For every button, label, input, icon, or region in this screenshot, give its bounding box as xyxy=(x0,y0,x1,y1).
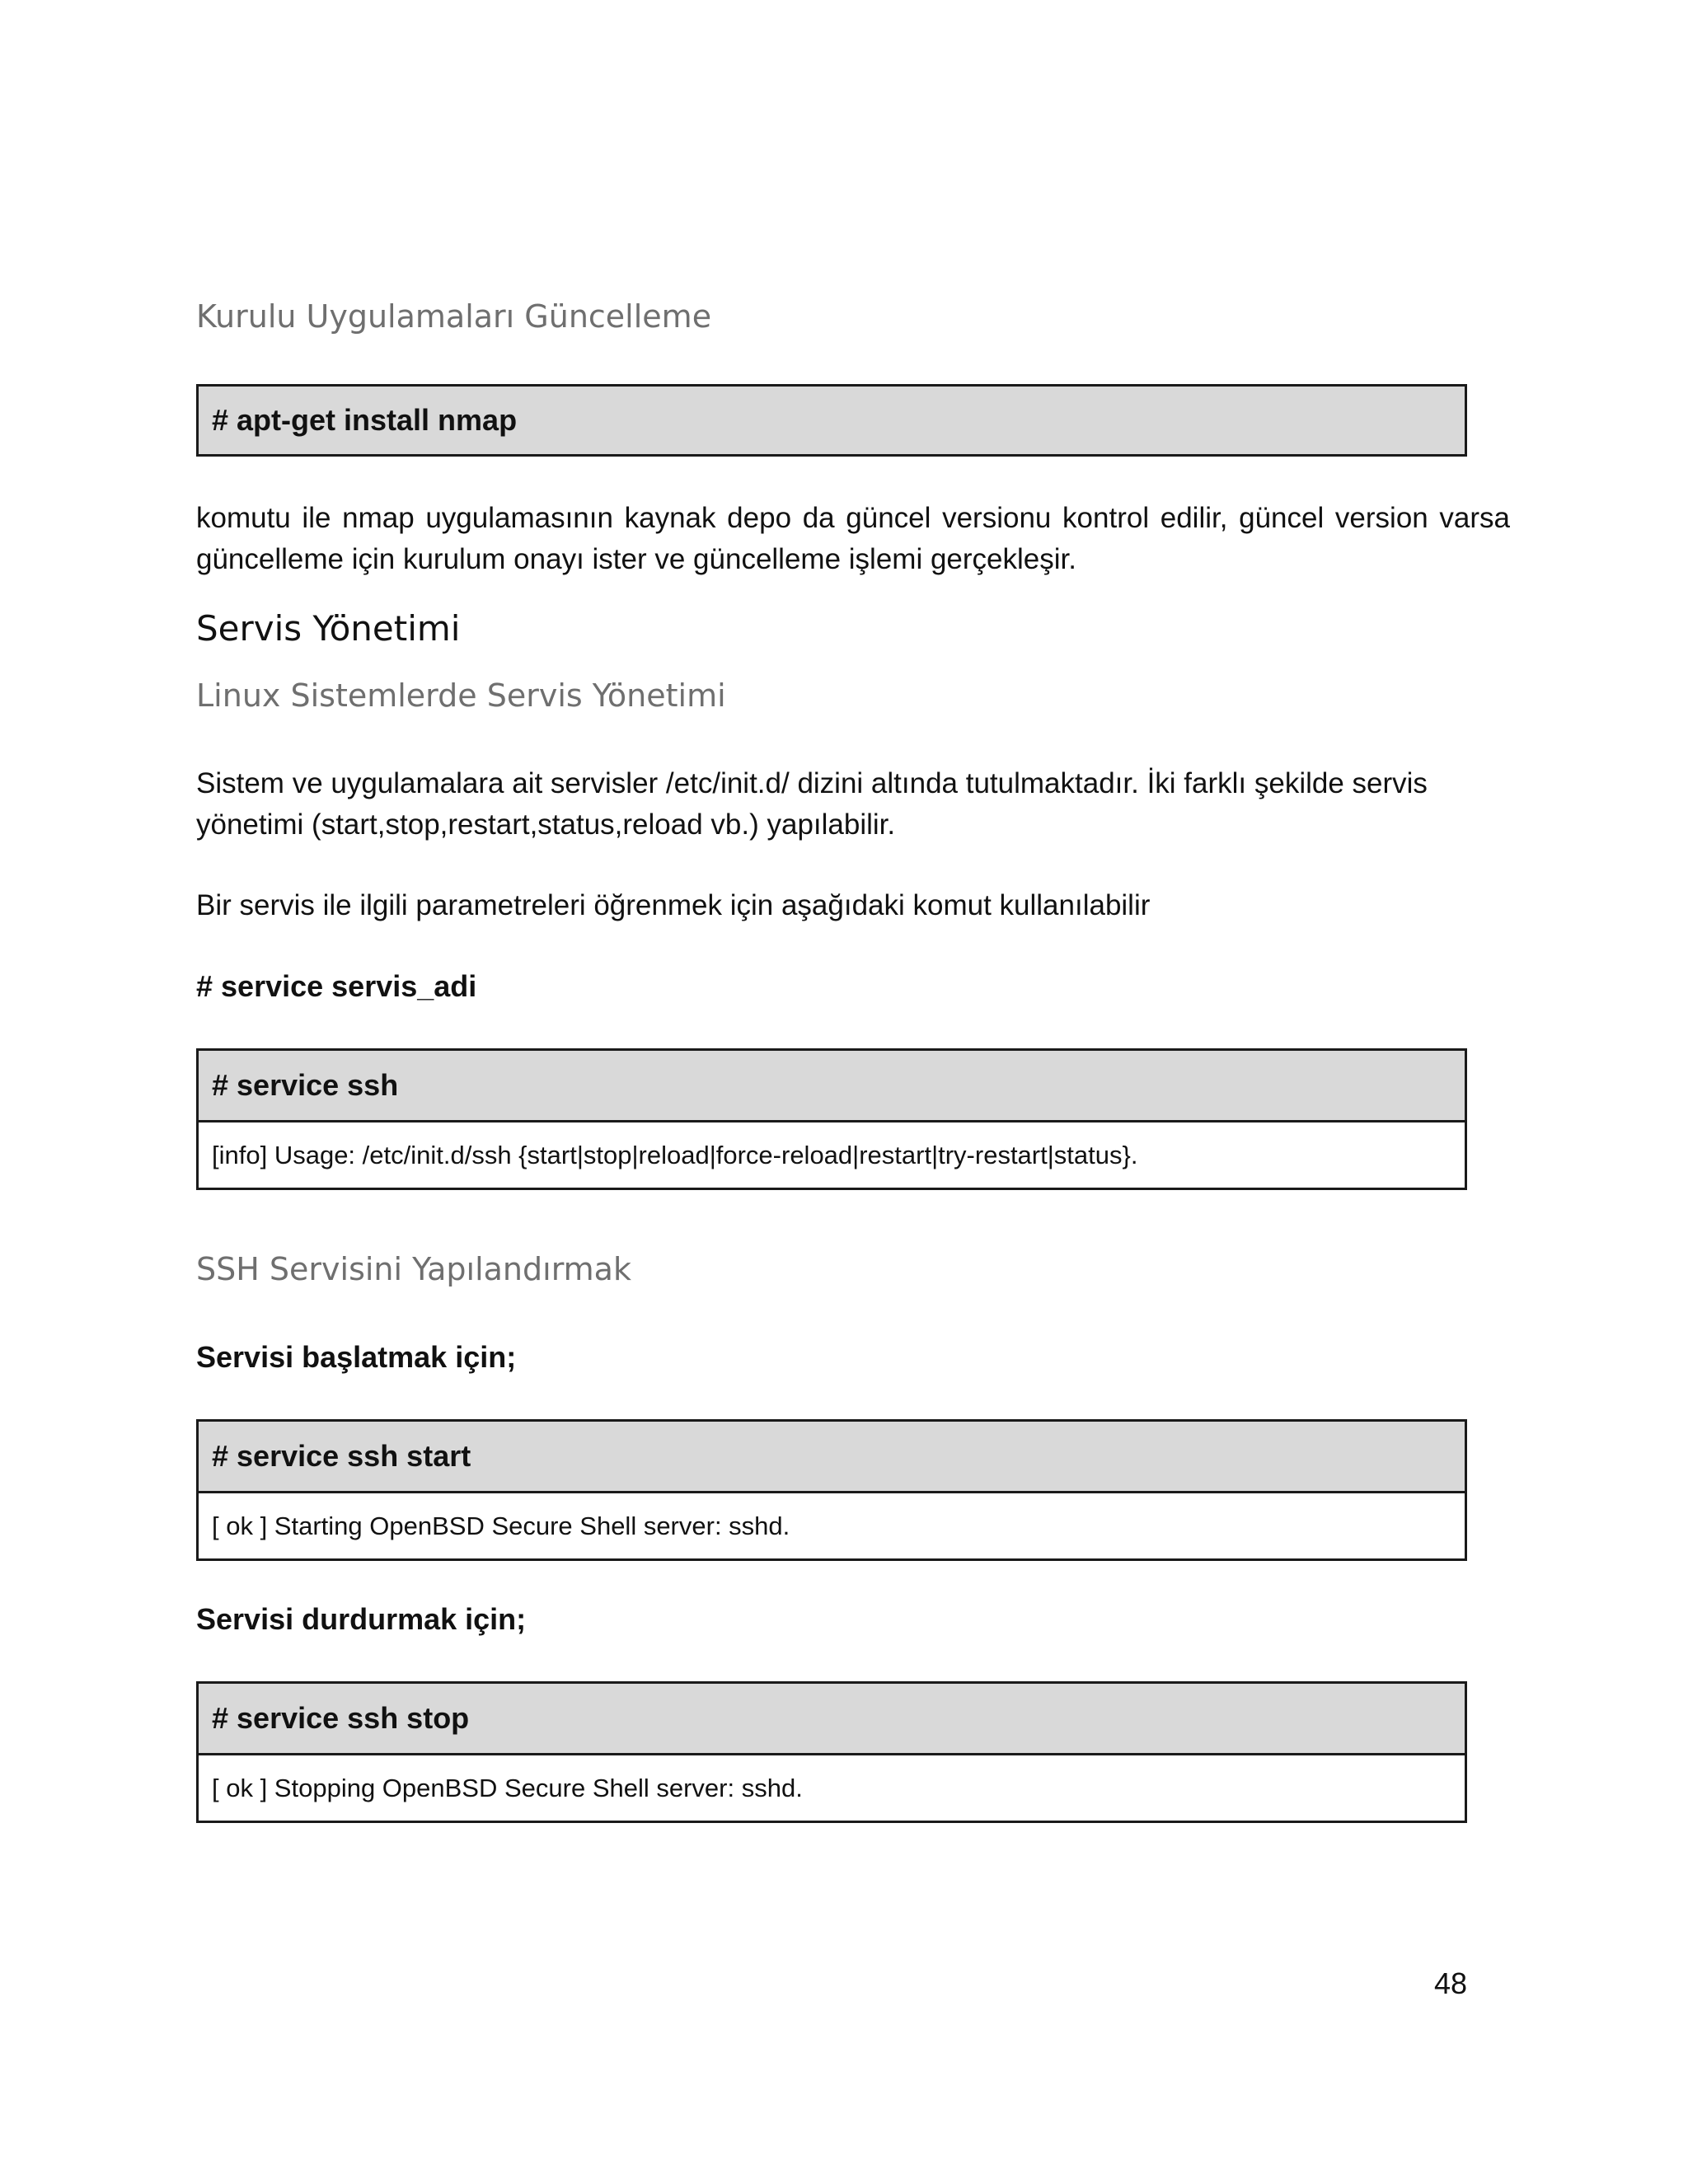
code-command-apt-get: # apt-get install nmap xyxy=(199,387,1465,454)
heading-ssh-yapilandirmak: SSH Servisini Yapılandırmak xyxy=(196,1251,631,1287)
paragraph-apt-get-description: komutu ile nmap uygulamasının kaynak depo da güncel versionu kontrol edilir, güncel version varsa güncelleme için kurulum onayı ister ve güncelleme işlemi gerçekleşir. xyxy=(196,502,1510,575)
paragraph-parametreler: Bir servis ile ilgili parametreleri öğrenmek için aşağıdaki komut kullanılabilir xyxy=(196,889,1151,921)
heading-servis-yonetimi: Servis Yönetimi xyxy=(196,608,461,649)
page-number: 48 xyxy=(1433,1966,1467,2000)
code-output-service-ssh: [info] Usage: /etc/init.d/ssh {start|stop|reload|force-reload|restart|try-restart|status}. xyxy=(199,1120,1465,1188)
code-box-ssh-stop xyxy=(196,1681,1467,1823)
code-command-ssh-stop: # service ssh stop xyxy=(199,1684,1465,1753)
code-output-ssh-stop: [ ok ] Stopping OpenBSD Secure Shell server: sshd. xyxy=(199,1753,1465,1821)
label-servisi-baslatmak: Servisi başlatmak için; xyxy=(196,1340,517,1374)
label-servisi-durdurmak: Servisi durdurmak için; xyxy=(196,1602,527,1636)
code-command-ssh-start: # service ssh start xyxy=(199,1422,1465,1491)
code-box-ssh-start xyxy=(196,1419,1467,1561)
code-box-apt-get xyxy=(196,384,1467,457)
heading-kurulu-uygulamalari: Kurulu Uygulamaları Güncelleme xyxy=(196,298,712,335)
code-output-ssh-start: [ ok ] Starting OpenBSD Secure Shell server: sshd. xyxy=(199,1491,1465,1558)
paragraph-servis-dizini: Sistem ve uygulamalara ait servisler /etc/init.d/ dizini altında tutulmaktadır. İki farklı şekilde servis yönetimi (start,stop,restart,status,reload vb.) yapılabilir. xyxy=(196,767,1428,841)
code-box-service-ssh xyxy=(196,1048,1467,1190)
code-command-service-ssh: # service ssh xyxy=(199,1051,1465,1120)
heading-linux-servis-yonetimi: Linux Sistemlerde Servis Yönetimi xyxy=(196,677,726,714)
syntax-service-servis-adi: # service servis_adi xyxy=(196,969,477,1003)
